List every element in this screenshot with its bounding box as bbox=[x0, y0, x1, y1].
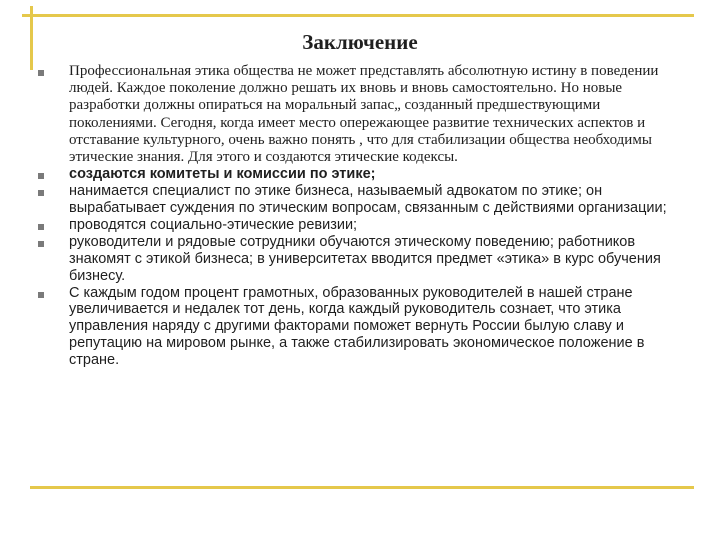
list-item-text: Профессиональная этика общества не может представлять абсолютную истину в поведении людей. Каждое поколение должно решать их вновь и вновь самостоятельно. Но новые разработки должны опираться на моральный запас„ созданный предшествующими поколениями. Сегодня, когда имеет место опережающее развитие технических аспектов и отставание культурного, очень важно понять , что для стабилизации общества необходимы этические знания. Для этого и создаются этические кодексы. bbox=[69, 63, 659, 166]
list-item-text: создаются комитеты и комиссии по этике; bbox=[69, 166, 376, 183]
list-item bbox=[38, 217, 688, 234]
top-accent-line bbox=[22, 14, 694, 17]
square-bullet-icon bbox=[38, 190, 44, 196]
bullet-list bbox=[38, 63, 688, 369]
slide-title: Заключение bbox=[302, 30, 418, 54]
bottom-accent-line bbox=[30, 486, 694, 489]
square-bullet-icon bbox=[38, 173, 44, 179]
list-item-text: руководители и рядовые сотрудники обучаются этическому поведению; работников знакомят с этикой бизнеса; в университетах вводится предмет «этика» в курс обучения бизнесу. bbox=[69, 233, 661, 284]
square-bullet-icon bbox=[38, 224, 44, 230]
square-bullet-icon bbox=[38, 241, 44, 247]
list-item bbox=[38, 166, 688, 183]
list-item bbox=[38, 183, 688, 217]
list-item-text: нанимается специалист по этике бизнеса, называемый адвокатом по этике; он вырабатывает суждения по этическим вопросам, связанным с действиями организации; bbox=[69, 183, 667, 217]
square-bullet-icon bbox=[38, 70, 44, 76]
square-bullet-icon bbox=[38, 292, 44, 298]
list-item bbox=[38, 234, 688, 285]
list-item bbox=[38, 285, 688, 370]
list-item bbox=[38, 63, 688, 166]
list-item-text: С каждым годом процент грамотных, образованных руководителей в нашей стране увеличивается и недалек тот день, когда каждый руководитель сознает, что этика управления наряду с другими факторами поможет вернуть России былую славу и репутацию на мировом рынке, а также стабилизировать экономическое положение в стране. bbox=[69, 284, 645, 369]
list-item-text: проводятся социально-этические ревизии; bbox=[69, 216, 358, 233]
